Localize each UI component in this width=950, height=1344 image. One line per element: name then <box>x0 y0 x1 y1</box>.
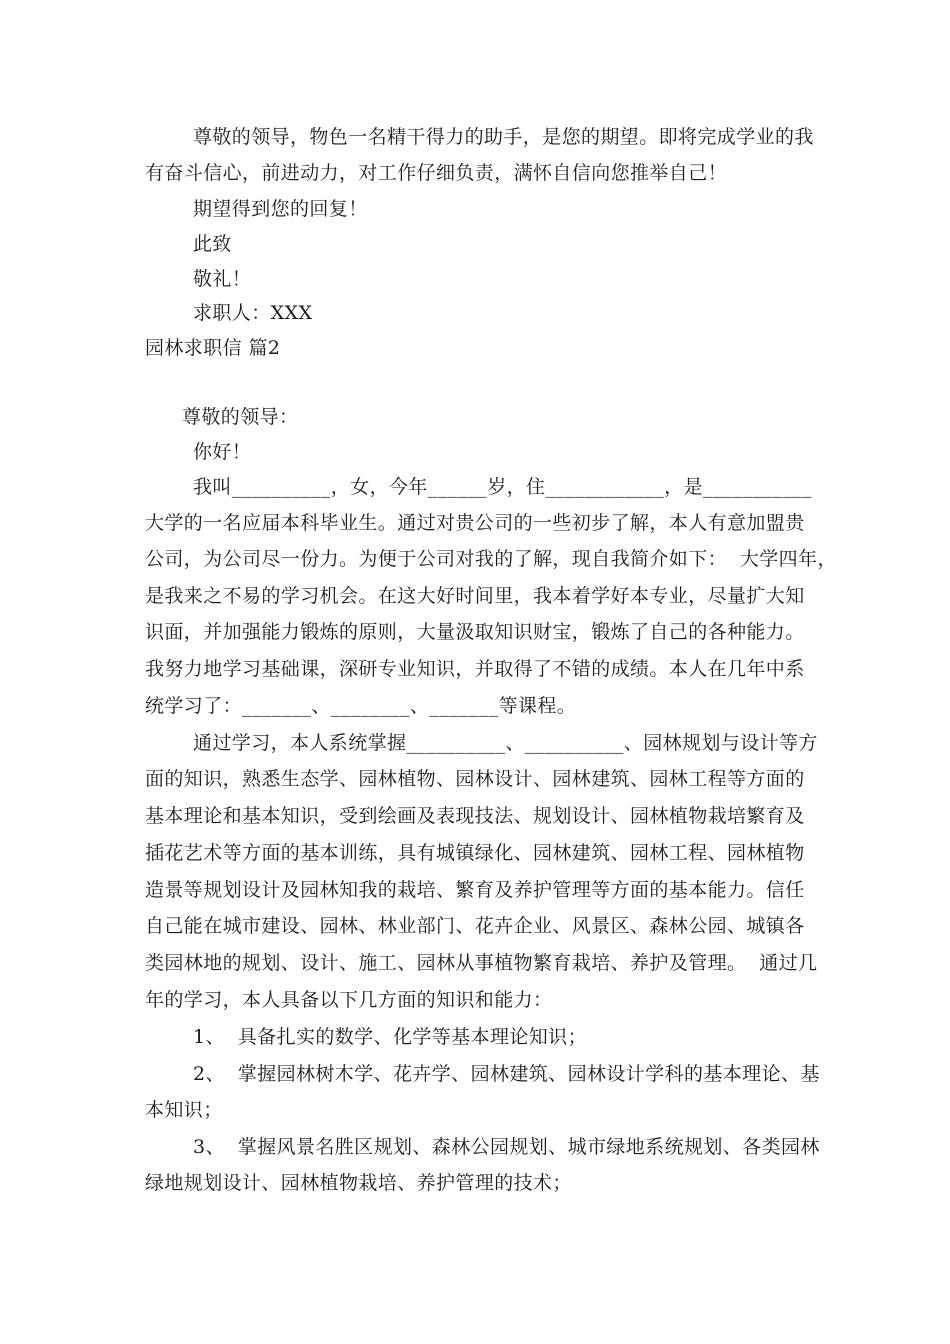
paragraph-line: 有奋斗信心，前进动力，对工作仔细负责，满怀自信向您推举自己！ <box>145 162 728 184</box>
closing-cizhi: 此致 <box>193 233 232 255</box>
paragraph-line: 大学的一名应届本科毕业生。通过对贵公司的一些初步了解，本人有意加盟贵 <box>145 512 805 534</box>
paragraph-line: 是我来之不易的学习机会。在这大好时间里，我本着学好本专业，尽量扩大知 <box>145 585 805 607</box>
list-item-continued: 绿地规划设计、园林植物栽培、养护管理的技术； <box>145 1172 572 1194</box>
closing-jingli: 敬礼！ <box>193 268 252 290</box>
closing-hope: 期望得到您的回复！ <box>193 198 368 220</box>
paragraph-line: 我努力地学习基础课，深研专业知识，并取得了不错的成绩。本人在几年中系 <box>145 658 805 680</box>
signature: 求职人：XXX <box>193 302 313 324</box>
paragraph-line: 我叫__________，女，今年______岁，住____________，是___________ <box>193 476 812 498</box>
paragraph-line: 基本理论和基本知识，受到绘画及表现技法、规划设计、园林植物栽培繁育及 <box>145 805 805 827</box>
paragraph-line: 公司，为公司尽一份力。为便于公司对我的了解，现自我简介如下： 大学四年， <box>145 548 837 570</box>
paragraph-line: 造景等规划设计及园林知我的栽培、繁育及养护管理等方面的基本能力。信任 <box>145 879 805 901</box>
paragraph-line: 统学习了：_______、________、_______等课程。 <box>145 695 577 717</box>
section-title: 园林求职信 篇2 <box>145 337 281 359</box>
paragraph-line: 年的学习，本人具备以下几方面的知识和能力： <box>145 989 553 1011</box>
list-item-continued: 本知识； <box>145 1099 223 1121</box>
list-item: 1、 具备扎实的数学、化学等基本理论知识； <box>193 1026 587 1048</box>
list-item: 3、 掌握风景名胜区规划、森林公园规划、城市绿地系统规划、各类园林 <box>193 1136 820 1158</box>
paragraph-line: 自己能在城市建设、园林、林业部门、花卉企业、风景区、森林公园、城镇各 <box>145 915 805 937</box>
list-item: 2、 掌握园林树木学、花卉学、园林建筑、园林设计学科的基本理论、基 <box>193 1063 820 1085</box>
greeting: 你好！ <box>193 441 252 463</box>
salutation: 尊敬的领导： <box>182 406 299 428</box>
paragraph-line: 面的知识，熟悉生态学、园林植物、园林设计、园林建筑、园林工程等方面的 <box>145 768 805 790</box>
paragraph-line: 识面，并加强能力锻炼的原则，大量汲取知识财宝，锻炼了自己的各种能力。 <box>145 621 805 643</box>
paragraph-line: 类园林地的规划、设计、施工、园林从事植物繁育栽培、养护及管理。 通过几 <box>145 952 818 974</box>
paragraph-line: 尊敬的领导，物色一名精干得力的助手，是您的期望。即将完成学业的我 <box>193 126 814 148</box>
paragraph-line: 插花艺术等方面的基本训练，具有城镇绿化、园林建筑、园林工程、园林植物 <box>145 842 805 864</box>
paragraph-line: 通过学习，本人系统掌握__________、__________、园林规划与设计等方 <box>193 732 818 754</box>
